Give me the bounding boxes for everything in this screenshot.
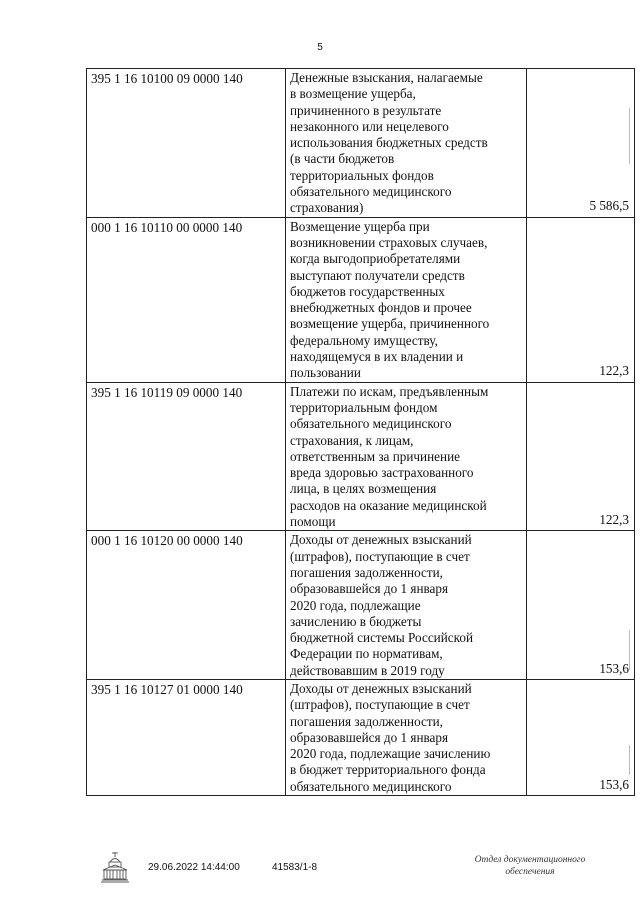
description-line: причиненного в результате bbox=[290, 102, 442, 118]
description-cell bbox=[286, 217, 527, 382]
description-line: в бюджет территориального фонда bbox=[290, 762, 486, 778]
description-line: Возмещение ущерба при bbox=[290, 218, 430, 234]
description-line: бюджетов государственных bbox=[290, 283, 445, 299]
description-line: в возмещение ущерба, bbox=[290, 86, 416, 102]
description-line: незаконного или нецелевого bbox=[290, 118, 449, 134]
description-line: погашения задолженности, bbox=[290, 564, 443, 580]
description-line: Доходы от денежных взысканий bbox=[290, 532, 472, 548]
description-line: помощи bbox=[290, 514, 336, 530]
table-row bbox=[87, 382, 635, 531]
description-line: образовавшейся до 1 января bbox=[290, 729, 449, 745]
description-line: погашения задолженности, bbox=[290, 713, 443, 729]
description-line: расходов на оказание медицинской bbox=[290, 497, 487, 513]
description-line: зачислению в бюджеты bbox=[290, 613, 422, 629]
revenue-table-body bbox=[87, 69, 635, 796]
description-line: когда выгодоприобретателями bbox=[290, 251, 461, 267]
budget-code-cell: 000 1 16 10120 00 0000 140 bbox=[87, 531, 286, 680]
amount-cell: 122,3 bbox=[527, 382, 635, 531]
footer-registration-number: 41583/1-8 bbox=[272, 862, 318, 873]
description-line: (в части бюджетов bbox=[290, 151, 395, 167]
margin-mark bbox=[629, 108, 630, 164]
description-line: ответственным за причинение bbox=[290, 448, 460, 464]
description-line: обязательного медицинского bbox=[290, 184, 452, 200]
description-line: 2020 года, подлежащие bbox=[290, 597, 421, 613]
amount-cell: 153,6 bbox=[527, 679, 635, 795]
description-line: Денежные взыскания, налагаемые bbox=[290, 70, 483, 85]
description-line: действовавшим в 2019 году bbox=[290, 662, 445, 678]
description-line: находящемуся в их владении и bbox=[290, 349, 464, 365]
duma-building-icon bbox=[100, 850, 130, 884]
description-line: федеральному имуществу, bbox=[290, 332, 438, 348]
description-line: Федерации по нормативам, bbox=[290, 646, 443, 662]
description-line: вреда здоровью застрахованного bbox=[290, 465, 474, 481]
budget-code-cell: 395 1 16 10100 09 0000 140 bbox=[87, 69, 286, 218]
description-line: обязательного медицинского bbox=[290, 416, 452, 432]
amount-cell: 122,3 bbox=[527, 217, 635, 382]
description-line: возмещение ущерба, причиненного bbox=[290, 316, 490, 332]
description-line: выступают получатели средств bbox=[290, 267, 465, 283]
margin-mark bbox=[629, 745, 630, 775]
table-row bbox=[87, 69, 635, 218]
description-line: (штрафов), поступающие в счет bbox=[290, 697, 470, 713]
description-line: страхования, к лицам, bbox=[290, 432, 414, 448]
footer-department-line: обеспечения bbox=[505, 867, 555, 877]
document-footer bbox=[0, 850, 640, 890]
table-row bbox=[87, 217, 635, 382]
budget-code-cell: 395 1 16 10119 09 0000 140 bbox=[87, 382, 286, 531]
description-line: страхования) bbox=[290, 200, 364, 216]
budget-code-cell: 000 1 16 10110 00 0000 140 bbox=[87, 217, 286, 382]
budget-code-cell: 395 1 16 10127 01 0000 140 bbox=[87, 679, 286, 795]
description-line: 2020 года, подлежащие зачислению bbox=[290, 746, 491, 762]
description-line: пользовании bbox=[290, 365, 361, 381]
description-line: обязательного медицинского bbox=[290, 778, 452, 794]
description-line: образовавшейся до 1 января bbox=[290, 581, 449, 597]
footer-timestamp: 29.06.2022 14:44:00 bbox=[148, 862, 240, 873]
description-line: (штрафов), поступающие в счет bbox=[290, 548, 470, 564]
description-line: бюджетной системы Российской bbox=[290, 630, 474, 646]
description-line: территориальных фондов bbox=[290, 167, 434, 183]
description-line: внебюджетных фондов и прочее bbox=[290, 300, 472, 316]
description-cell bbox=[286, 69, 527, 218]
description-line: Доходы от денежных взысканий bbox=[290, 680, 472, 696]
description-cell bbox=[286, 382, 527, 531]
description-line: использования бюджетных средств bbox=[290, 135, 488, 151]
footer-department-line: Отдел документационного bbox=[474, 855, 586, 865]
page-number: 5 bbox=[317, 42, 323, 53]
description-line: территориальным фондом bbox=[290, 399, 438, 415]
description-cell bbox=[286, 531, 527, 680]
description-line: лица, в целях возмещения bbox=[290, 481, 437, 497]
table-row bbox=[87, 679, 635, 795]
margin-mark bbox=[629, 630, 630, 670]
description-cell bbox=[286, 679, 527, 795]
description-line: Платежи по искам, предъявленным bbox=[290, 383, 489, 399]
amount-cell: 5 586,5 bbox=[527, 69, 635, 218]
footer-department bbox=[430, 854, 630, 878]
amount-cell: 153,6 bbox=[527, 531, 635, 680]
description-line: возникновении страховых случаев, bbox=[290, 234, 488, 250]
table-row bbox=[87, 531, 635, 680]
revenue-table bbox=[86, 68, 635, 796]
